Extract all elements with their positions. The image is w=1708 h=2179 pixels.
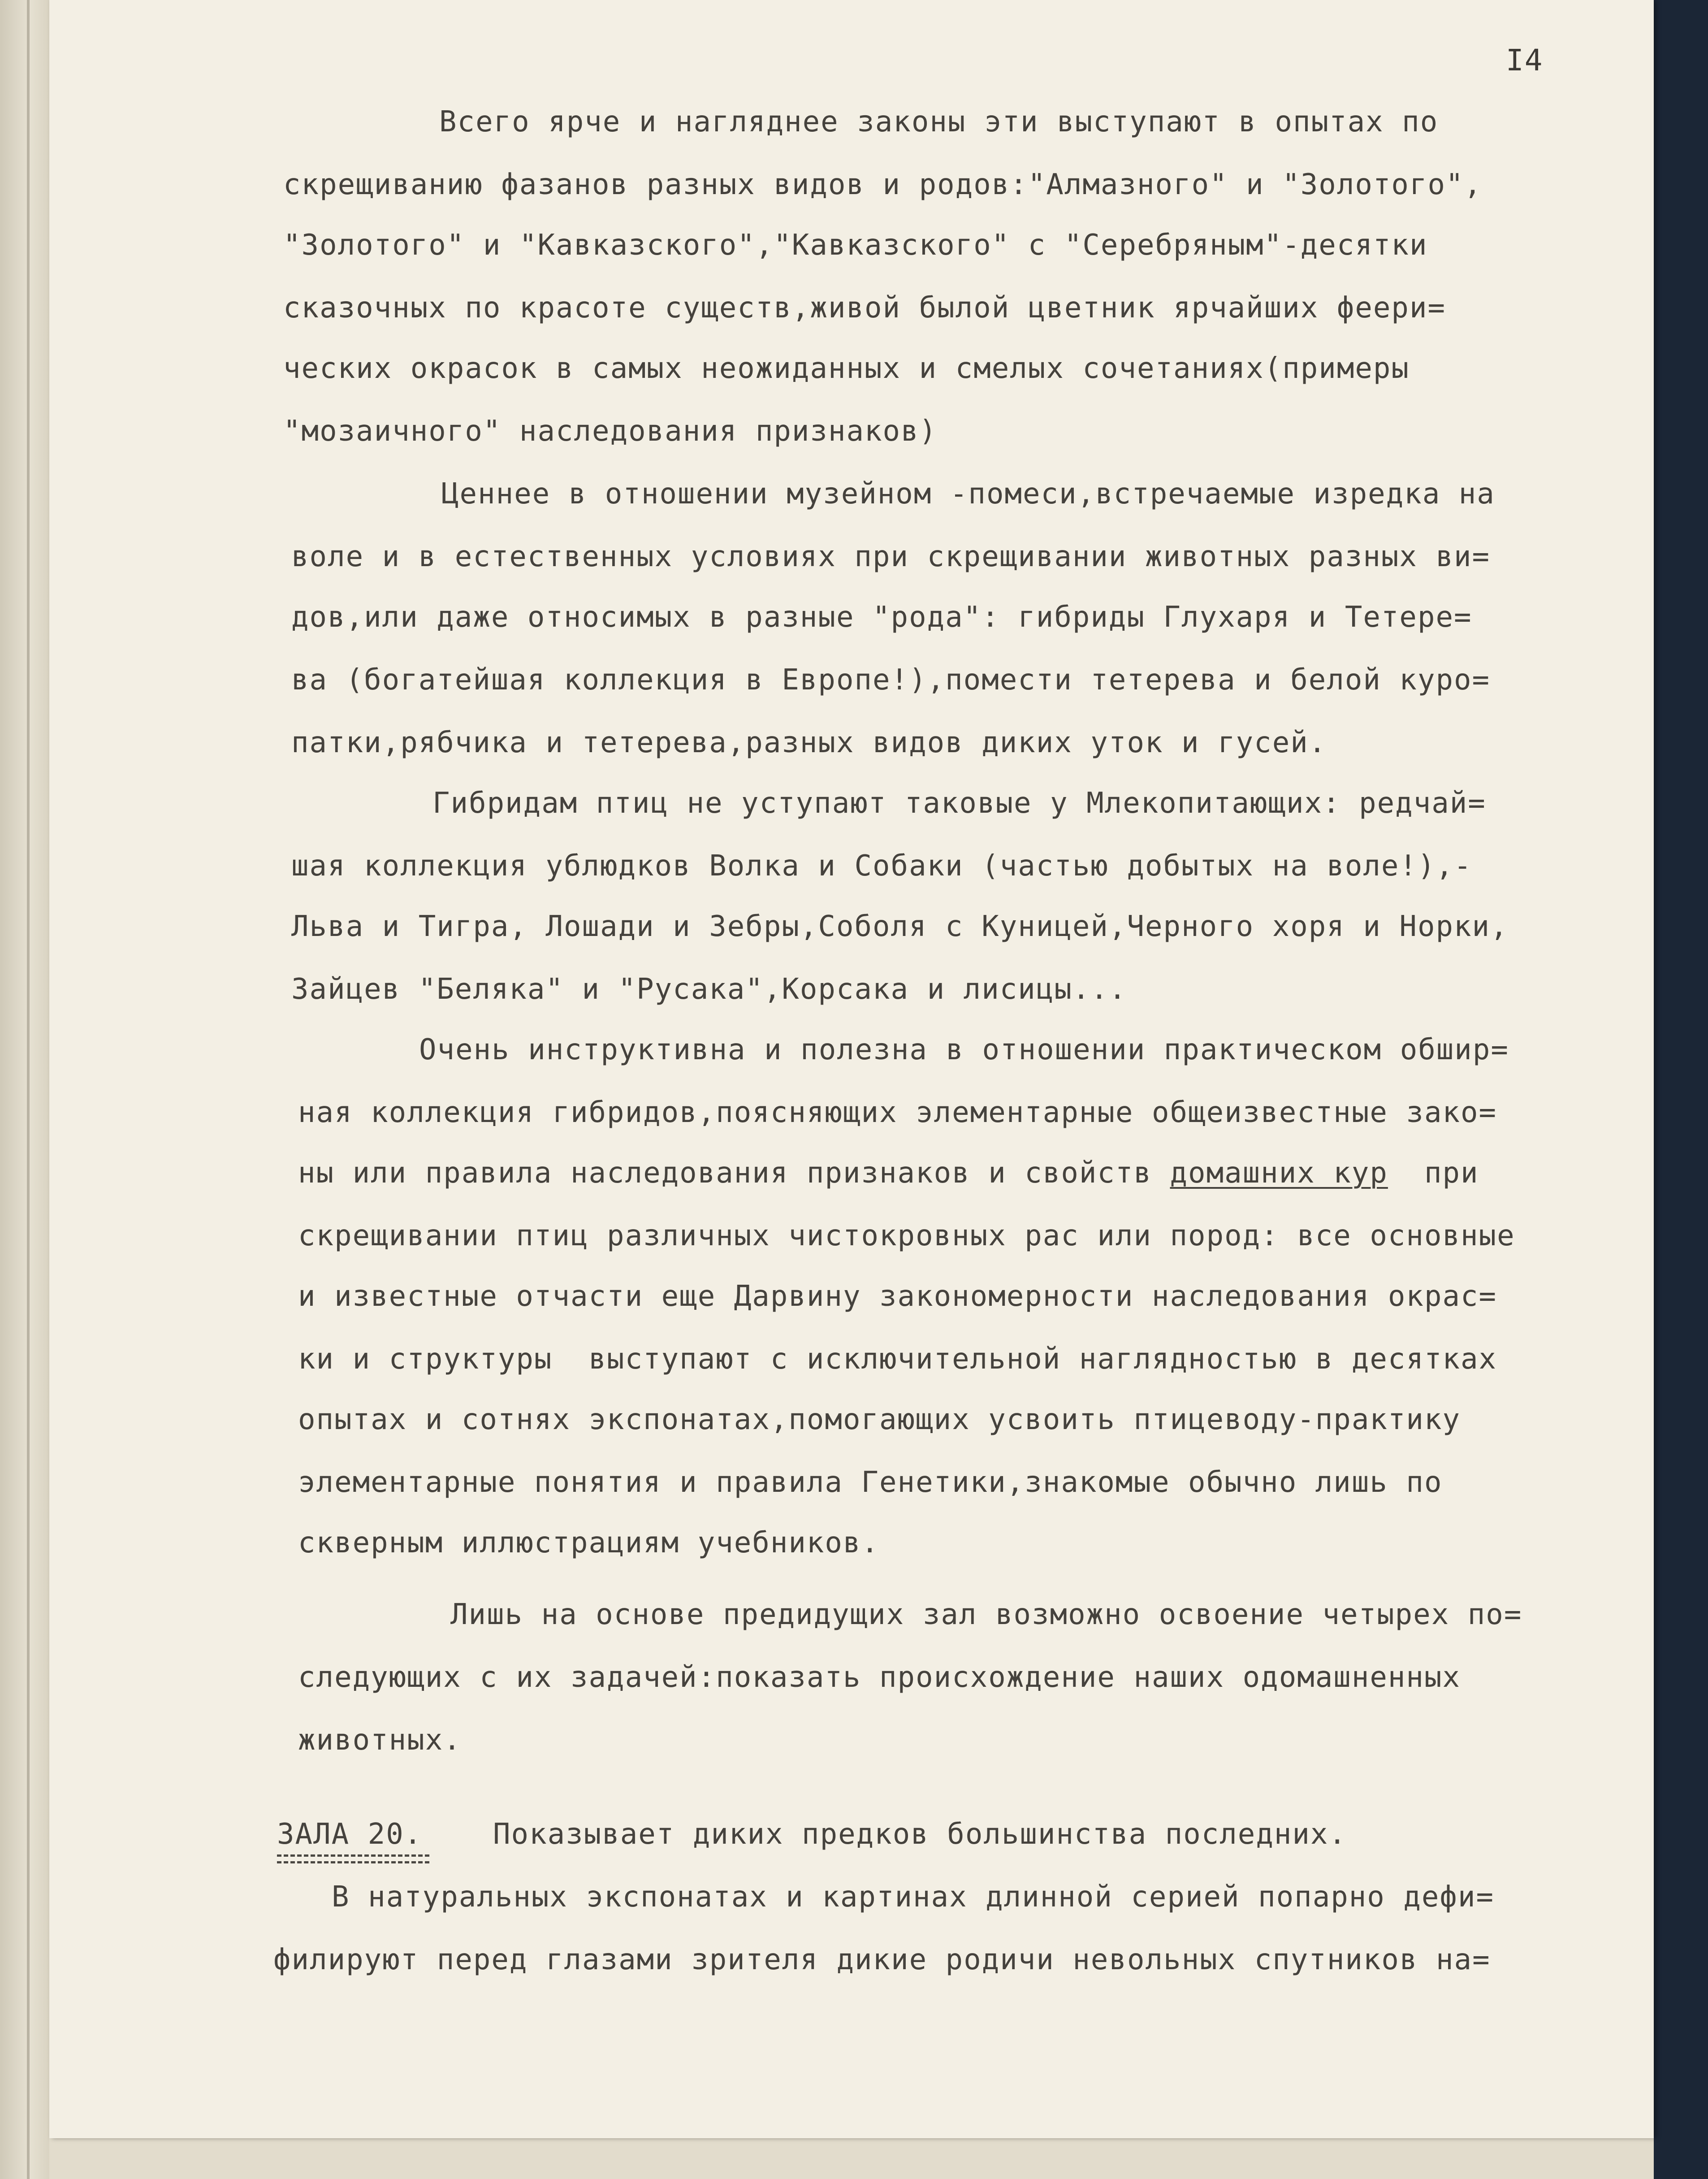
text-line-1: Всего ярче и нагляднее законы эти выступают в опытах по bbox=[439, 105, 1439, 139]
section-heading-label: ЗАЛА 20. bbox=[277, 1818, 423, 1851]
text-line-28: В натуральных экспонатах и картинах длинной серией попарно дефи= bbox=[332, 1880, 1494, 1914]
text-line-24: скверным иллюстрациям учебников. bbox=[298, 1526, 879, 1560]
text-line-10: ва (богатейшая коллекция в Европе!),помести тетерева и белой куро= bbox=[291, 663, 1491, 697]
text-line-4: сказочных по красоте существ,живой былой цветник ярчайших феери= bbox=[283, 291, 1446, 325]
text-line-18 bbox=[298, 1157, 1479, 1190]
text-line-22: опытах и сотнях экспонатах,помогающих усвоить птицеводу-практику bbox=[298, 1403, 1461, 1436]
text-line-8: воле и в естественных условиях при скрещивании животных разных ви= bbox=[291, 540, 1491, 573]
text-line-16: Очень инструктивна и полезна в отношении практическом обшир= bbox=[419, 1033, 1509, 1066]
text-line-29: филируют перед глазами зрителя дикие родичи невольных спутников на= bbox=[273, 1943, 1491, 1976]
text-line-12: Гибридам птиц не уступают таковые у Млекопитающих: редчай= bbox=[432, 787, 1486, 820]
text-line-15: Зайцев "Беляка" и "Русака",Корсака и лисицы... bbox=[291, 973, 1127, 1006]
text-line-5: ческих окрасок в самых неожиданных и смелых сочетаниях(примеры bbox=[283, 352, 1410, 385]
page-stack-edge bbox=[49, 2138, 1663, 2179]
section-double-underline bbox=[277, 1854, 429, 1863]
text-line-25: Лишь на основе предидущих зал возможно освоение четырех по= bbox=[450, 1598, 1522, 1631]
right-scan-margin bbox=[1654, 0, 1708, 2179]
underlined-phrase: домашних кур bbox=[1170, 1157, 1388, 1190]
text-line-19: скрещивании птиц различных чистокровных рас или пород: все основные bbox=[298, 1219, 1515, 1252]
text-line-26: следующих с их задачей:показать происхождение наших одомашненных bbox=[298, 1661, 1461, 1694]
text-line-3: "Золотого" и "Кавказского","Кавказского" с "Серебряным"-десятки bbox=[283, 229, 1428, 262]
text-line-11: патки,рябчика и тетерева,разных видов диких уток и гусей. bbox=[291, 726, 1327, 759]
page-number: I4 bbox=[1506, 43, 1544, 78]
text-line-17: ная коллекция гибридов,поясняющих элементарные общеизвестные зако= bbox=[298, 1096, 1497, 1129]
section-heading-text: Показывает диких предков большинства последних. bbox=[493, 1818, 1347, 1851]
page-fold-line bbox=[27, 0, 30, 2179]
text-line-21: ки и структуры выступают с исключительной наглядностью в десятках bbox=[298, 1343, 1497, 1376]
text-line-23: элементарные понятия и правила Генетики,знакомые обычно лишь по bbox=[298, 1466, 1443, 1499]
text-line-13: шая коллекция ублюдков Волка и Собаки (частью добытых на воле!),- bbox=[291, 849, 1472, 883]
text-line-6: "мозаичного" наследования признаков) bbox=[283, 415, 938, 448]
text-line-20: и известные отчасти еще Дарвину закономерности наследования окрас= bbox=[298, 1280, 1497, 1313]
text-line-27: животных. bbox=[298, 1724, 462, 1757]
text-line-18-start: ны или правила наследования признаков и свойств bbox=[298, 1157, 1152, 1190]
text-line-2: скрещиванию фазанов разных видов и родов:"Алмазного" и "Золотого", bbox=[283, 168, 1483, 201]
text-line-9: дов,или даже относимых в разные "рода": гибриды Глухаря и Тетере= bbox=[291, 601, 1472, 634]
text-line-7: Ценнее в отношении музейном -помеси,встречаемые изредка на bbox=[441, 477, 1495, 511]
left-page-edge bbox=[0, 0, 49, 2179]
text-line-14: Льва и Тигра, Лошади и Зебры,Соболя с Куницей,Черного хоря и Норки, bbox=[291, 910, 1509, 943]
text-line-18-end: при bbox=[1424, 1157, 1479, 1190]
